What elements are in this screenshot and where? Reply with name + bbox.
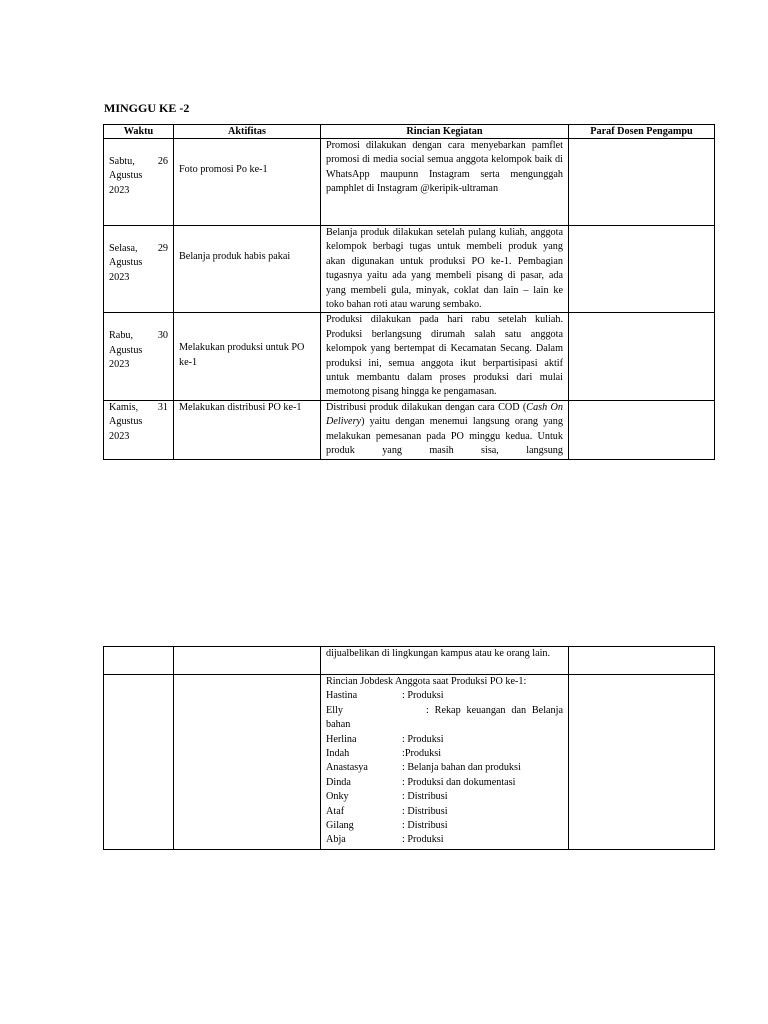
member-role: : Produksi dan dokumentasi — [402, 776, 516, 788]
paraf-cell — [569, 647, 715, 675]
year: 2023 — [109, 271, 130, 283]
year: 2023 — [109, 359, 130, 371]
detail-text: ) yaitu dengan menemui langsung orang yang melakukan pemesanan pada PO minggu kedua. Untuk produk yang masih sisa, langsung — [326, 416, 563, 457]
date: 26 — [157, 156, 168, 167]
detail-text: Distribusi produk dilakukan dengan cara COD ( — [326, 401, 527, 413]
col-header-rincian: Rincian Kegiatan — [321, 125, 569, 139]
table-row — [104, 139, 715, 226]
paraf-cell — [569, 139, 715, 226]
member-role: : Rekap keuangan dan Belanja bahan — [326, 704, 563, 731]
year: 2023 — [109, 430, 130, 442]
jobdesk-title: Rincian Jobdesk Anggota saat Produksi PO ke-1: — [326, 676, 527, 687]
detail-cell: Belanja produk dilakukan setelah pulang kuliah, anggota kelompok berbagi tugas untuk membeli produk yang akan digunakan untuk produksi PO ke-1. Pembagian tugasnya yaitu ada yang membeli pisang di pasar, ada yang membeli gula, minyak, coklat dan lain – lain ke toko bahan roti atau warung sembako. — [321, 226, 569, 313]
jobdesk-item — [326, 805, 563, 819]
member-name: Indah — [326, 748, 350, 760]
jobdesk-item — [326, 733, 563, 747]
day: Kamis, — [109, 401, 139, 413]
jobdesk-item — [326, 747, 563, 761]
waktu-cell — [104, 400, 174, 459]
jobdesk-item — [326, 833, 563, 847]
jobdesk-item — [326, 790, 563, 804]
detail-cell — [321, 400, 569, 459]
day: Sabtu, — [109, 156, 135, 167]
year: 2023 — [109, 184, 130, 196]
month: Agustus — [109, 416, 143, 428]
member-role: : Distribusi — [402, 805, 448, 817]
activity-cell: Belanja produk habis pakai — [174, 226, 321, 313]
date: 30 — [157, 330, 168, 342]
member-name: Herlina — [326, 733, 357, 745]
day: Rabu, — [109, 330, 134, 342]
member-name: Abja — [326, 834, 346, 846]
member-name: Anastasya — [326, 762, 368, 774]
table-row — [104, 647, 715, 675]
member-name: Dinda — [326, 776, 351, 788]
detail-cell: dijualbelikan di lingkungan kampus atau ke orang lain. — [321, 647, 569, 675]
member-role: : Belanja bahan dan produksi — [402, 762, 521, 774]
month: Agustus — [109, 170, 143, 182]
member-role: : Produksi — [402, 690, 444, 702]
waktu-cell — [104, 226, 174, 313]
waktu-cell — [104, 313, 174, 400]
table-row — [104, 675, 715, 850]
paraf-cell — [569, 400, 715, 459]
member-name: Onky — [326, 791, 349, 803]
paraf-cell — [569, 226, 715, 313]
member-role: : Produksi — [402, 733, 444, 745]
detail-italic-text: Cash On Delivery — [326, 401, 563, 428]
date: 29 — [157, 243, 168, 254]
table-row — [104, 313, 715, 400]
member-role: : Produksi — [402, 834, 444, 846]
member-name: Gilang — [326, 820, 354, 832]
jobdesk-item — [326, 776, 563, 790]
activity-table-continued — [103, 646, 715, 850]
activity-cell: Foto promosi Po ke-1 — [174, 139, 321, 226]
detail-cell: Promosi dilakukan dengan cara menyebarkan pamflet promosi di media social semua anggota kelompok baik di WhatsApp maupunn Instagram serta mengunggah pamphlet di Instagram @keripik-ultraman — [321, 139, 569, 226]
activity-cell: Melakukan distribusi PO ke-1 — [174, 400, 321, 459]
activity-cell: Melakukan produksi untuk PO ke-1 — [174, 313, 321, 400]
member-role: :Produksi — [402, 748, 442, 760]
table-header-row — [104, 125, 715, 139]
date: 31 — [157, 401, 168, 413]
activity-cell — [174, 647, 321, 675]
detail-cell: Produksi dilakukan pada hari rabu setelah kuliah. Produksi berlangsung dirumah salah satu anggota kelompok yang bertempat di Kecamatan Secang. Dalam produksi ini, semua anggota ikut berpartisipasi aktif untuk membantu dalam proses produksi dari mulai memotong pisang hingga ke pengamasan. — [321, 313, 569, 400]
table-row — [104, 400, 715, 459]
member-name: Ataf — [326, 805, 345, 817]
col-header-paraf: Paraf Dosen Pengampu — [569, 125, 715, 139]
member-role: : Distribusi — [402, 791, 448, 803]
activity-cell — [174, 675, 321, 850]
month: Agustus — [109, 257, 143, 269]
month: Agustus — [109, 344, 143, 356]
table-row — [104, 226, 715, 313]
col-header-waktu: Waktu — [104, 125, 174, 139]
jobdesk-item — [326, 761, 563, 775]
col-header-aktifitas: Aktifitas — [174, 125, 321, 139]
member-role: : Distribusi — [402, 820, 448, 832]
jobdesk-cell — [321, 675, 569, 850]
member-name: Elly — [326, 704, 343, 716]
day: Selasa, — [109, 243, 138, 254]
paraf-cell — [569, 313, 715, 400]
jobdesk-item — [326, 819, 563, 833]
jobdesk-item — [326, 689, 563, 703]
jobdesk-item — [326, 704, 563, 733]
waktu-cell — [104, 675, 174, 850]
waktu-cell — [104, 647, 174, 675]
activity-table — [103, 124, 715, 460]
member-name: Hastina — [326, 690, 358, 702]
paraf-cell — [569, 675, 715, 850]
waktu-cell — [104, 139, 174, 226]
page-heading: MINGGU KE -2 — [104, 101, 190, 115]
